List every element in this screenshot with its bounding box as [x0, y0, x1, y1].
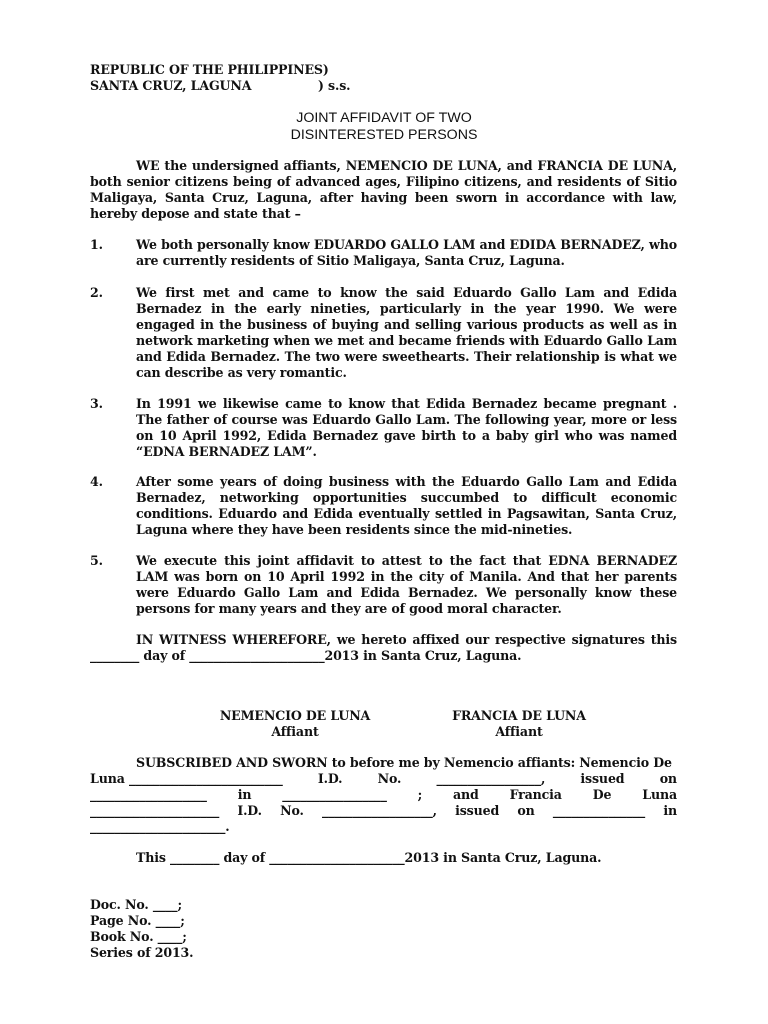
jurat-word: ; [417, 787, 423, 802]
doc-no: Doc. No. ____; [90, 897, 182, 912]
header-venue-text: SANTA CRUZ, LAGUNA [90, 78, 252, 93]
document-title-line1: JOINT AFFIDAVIT OF TWO [296, 110, 472, 126]
jurat-word: in [663, 803, 677, 818]
document-title-line2: DISINTERESTED PERSONS [290, 127, 478, 143]
jurat-word: I.D. [317, 771, 343, 786]
item-text: We execute this joint affidavit to attest to the fact that EDNA BERNADEZ LAM was born on 10 April 1992 in the city of Manila. And that her parents were Eduardo Gallo Lam and Edida Bernadez. We personally know these persons for many years and they are of good moral character. [136, 553, 677, 616]
list-item [90, 285, 677, 381]
jurat-line-3 [90, 787, 677, 803]
jurat-word: No. [377, 771, 402, 786]
list-item [90, 237, 677, 269]
jurat-word: I.D. [237, 803, 262, 818]
item-text: After some years of doing business with the Eduardo Gallo Lam and Edida Bernadez, networking opportunities succumbed to difficult economic conditions. Eduardo and Edida eventually settled in Pagsawitan, Santa Cruz, Laguna where they have been residents since the mid-nineties. [136, 474, 677, 537]
jurat-word: and [453, 787, 479, 802]
jurat-line-2 [90, 771, 677, 787]
list-item [90, 553, 677, 617]
item-number: 4. [90, 474, 103, 489]
jurat-word: on [517, 803, 535, 818]
jurat-word: Francia [509, 787, 562, 802]
jurat-word: _______________ [552, 803, 646, 818]
signatory-2 [434, 708, 604, 740]
jurat-word: De [592, 787, 612, 802]
jurat-word: No. [280, 803, 304, 818]
item-number: 1. [90, 237, 103, 252]
jurat-line-4 [90, 803, 677, 819]
signatory-role: Affiant [271, 724, 319, 739]
header-venue [90, 78, 351, 94]
jurat-word: issued [455, 803, 500, 818]
list-item [90, 474, 677, 538]
header-republic [90, 62, 329, 78]
signatory-name: NEMENCIO DE LUNA [219, 708, 371, 723]
header-republic-text: REPUBLIC OF THE PHILIPPINES) [90, 62, 329, 77]
jurat-word: on [659, 771, 677, 786]
item-text: In 1991 we likewise came to know that Edida Bernadez became pregnant . The father of course was Eduardo Gallo Lam. The following year, more or less on 10 April 1992, Edida Bernadez gave birth to a baby girl who was named “EDNA BERNADEZ LAM”. [136, 396, 677, 459]
this-day-line: This ________ day of ______________________2013 in Santa Cruz, Laguna. [136, 850, 602, 865]
list-item [90, 396, 677, 460]
header-ss-text: ) s.s. [318, 78, 351, 93]
item-number: 5. [90, 553, 103, 568]
jurat-word: issued [580, 771, 625, 786]
jurat-word: Luna _________________________ [90, 771, 283, 786]
witness-clause: IN WITNESS WHEREFORE, we hereto affixed our respective signatures this ________ day of ______________________2013 in Santa Cruz, Laguna. [90, 632, 677, 663]
jurat-word: __________________, [321, 803, 437, 818]
jurat-line-1: SUBSCRIBED AND SWORN to before me by Nemencio affiants: Nemencio De [136, 755, 672, 770]
intro-paragraph: WE the undersigned affiants, NEMENCIO DE LUNA, and FRANCIA DE LUNA, both senior citizens being of advanced ages, Filipino citizens, and residents of Sitio Maligaya, Santa Cruz, Laguna, after having been sworn in accordance with law, hereby depose and state that – [90, 158, 677, 221]
jurat-word: _________________, [436, 771, 546, 786]
item-text: We both personally know EDUARDO GALLO LAM and EDIDA BERNADEZ, who are currently residents of Sitio Maligaya, Santa Cruz, Laguna. [136, 237, 677, 268]
item-number: 2. [90, 285, 103, 300]
signatory-name: FRANCIA DE LUNA [452, 708, 586, 723]
jurat-word: _____________________ [90, 803, 220, 818]
signatory-1 [210, 708, 380, 740]
series-no: Series of 2013. [90, 945, 194, 960]
jurat-line-5: ______________________. [90, 819, 230, 834]
item-text: We first met and came to know the said Eduardo Gallo Lam and Edida Bernadez in the early nineties, particularly in the year 1990. We were engaged in the business of buying and selling various products as well as in network marketing when we met and became friends with Eduardo Gallo Lam and Edida Bernadez. The two were sweethearts. Their relationship is what we can describe as very romantic. [136, 285, 677, 380]
jurat-word: in [237, 787, 252, 802]
signatory-role: Affiant [495, 724, 543, 739]
jurat-word: Luna [642, 787, 677, 802]
page-no: Page No. ____; [90, 913, 185, 928]
jurat-word: _________________ [282, 787, 387, 802]
jurat-word: ___________________ [90, 787, 207, 802]
book-no: Book No. ____; [90, 929, 187, 944]
item-number: 3. [90, 396, 103, 411]
